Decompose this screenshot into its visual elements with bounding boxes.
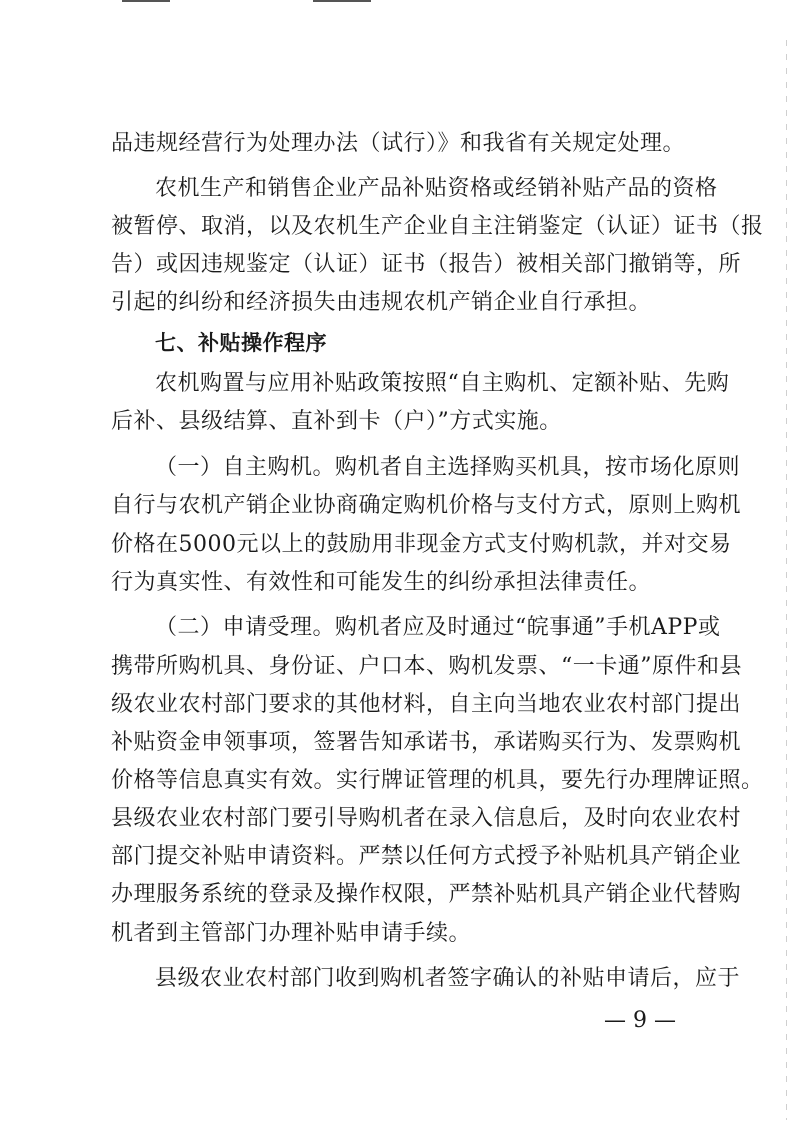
scan-mark-right — [313, 0, 371, 2]
page-edge-line — [786, 40, 787, 1120]
subsection-1-line-2: 自行与农机产销企业协商确定购机价格与支付方式，原则上购机 — [111, 493, 742, 518]
subsection-2-line-7: 部门提交补贴申请资料。严禁以任何方式授予补贴机具产销企业 — [111, 844, 742, 869]
subsection-2-line-4: 补贴资金申领事项，签署告知承诺书，承诺购买行为、发票购机 — [111, 730, 742, 755]
subsection-2-line-2: 携带所购机具、身份证、户口本、购机发票、“一卡通”原件和县 — [111, 654, 742, 679]
scan-mark-left — [122, 0, 170, 2]
paragraph-line-3: 被暂停、取消，以及农机生产企业自主注销鉴定（认证）证书（报 — [111, 214, 764, 239]
paragraph-line-2: 农机生产和销售企业产品补贴资格或经销补贴产品的资格 — [155, 176, 718, 201]
paragraph-line-7: 农机购置与应用补贴政策按照“自主购机、定额补贴、先购 — [155, 371, 730, 396]
paragraph-line-4: 告）或因违规鉴定（认证）证书（报告）被相关部门撤销等，所 — [111, 252, 742, 277]
subsection-1-line-4: 行为真实性、有效性和可能发生的纠纷承担法律责任。 — [111, 570, 652, 595]
paragraph-line-5: 引起的纠纷和经济损失由违规农机产销企业自行承担。 — [111, 290, 652, 315]
section-heading: 七、补贴操作程序 — [155, 331, 327, 355]
subsection-2-line-1: （二）申请受理。购机者应及时通过“皖事通”手机APP或 — [155, 615, 721, 640]
paragraph-last-line: 县级农业农村部门收到购机者签字确认的补贴申请后，应于 — [155, 966, 741, 991]
subsection-2-line-5: 价格等信息真实有效。实行牌证管理的机具，要先行办理牌证照。 — [111, 768, 764, 793]
subsection-2-line-8: 办理服务系统的登录及操作权限，严禁补贴机具产销企业代替购 — [111, 882, 742, 907]
subsection-2-line-6: 县级农业农村部门要引导购机者在录入信息后，及时向农业农村 — [111, 806, 742, 831]
page-number: — 9 — — [604, 1008, 676, 1033]
text-line-1: 品违规经营行为处理办法（试行）》和我省有关规定处理。 — [111, 131, 686, 156]
subsection-1-line-1: （一）自主购机。购机者自主选择购买机具，按市场化原则 — [155, 455, 741, 480]
paragraph-line-8: 后补、县级结算、直补到卡（户）”方式实施。 — [111, 409, 562, 434]
subsection-2-line-9: 机者到主管部门办理补贴申请手续。 — [111, 921, 472, 946]
subsection-2-line-3: 级农业农村部门要求的其他材料，自主向当地农业农村部门提出 — [111, 692, 742, 717]
subsection-1-line-3: 价格在5000元以上的鼓励用非现金方式支付购机款，并对交易 — [111, 532, 732, 557]
